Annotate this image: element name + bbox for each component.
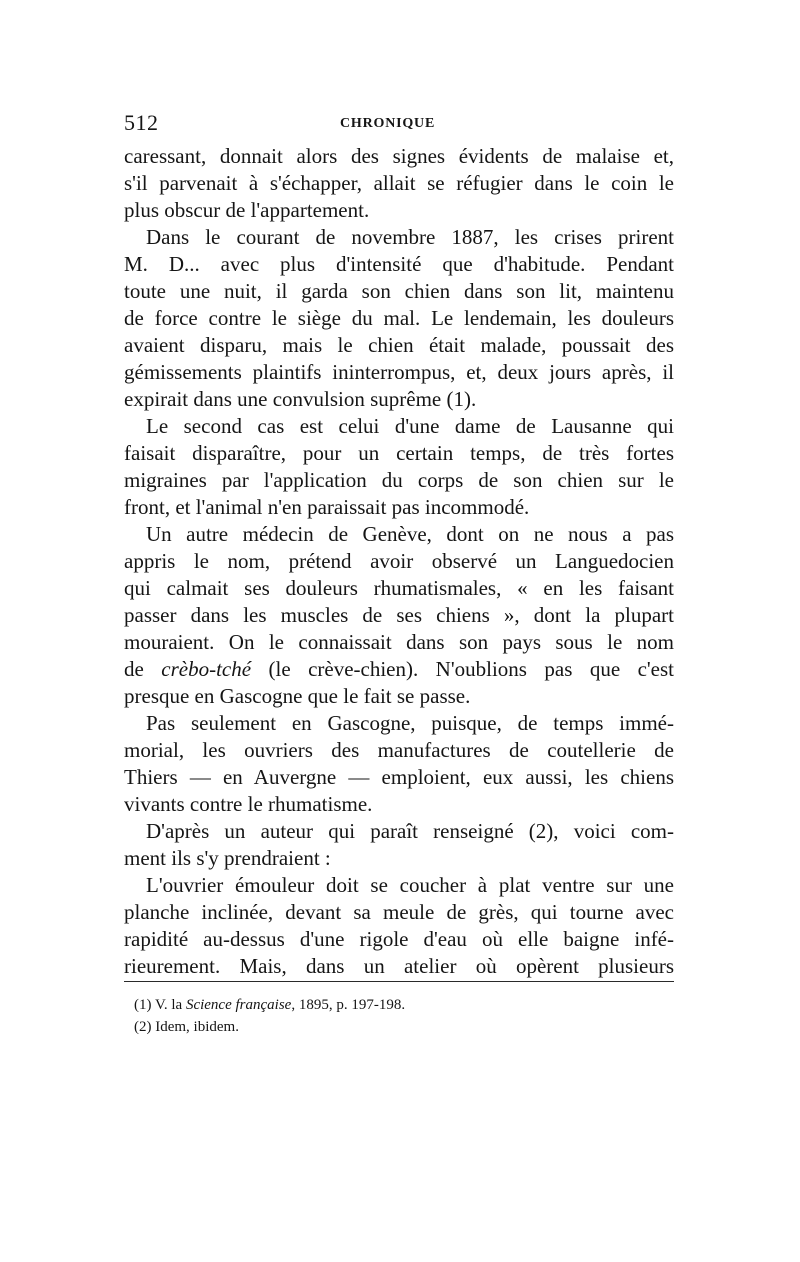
text-line-with-italic — [124, 656, 674, 683]
text-line: toute une nuit, il garda son chien dans son lit, maintenu — [124, 279, 674, 303]
text-line: Dans le courant de novembre 1887, les crises prirent — [146, 225, 674, 249]
page-header — [124, 110, 674, 138]
text-line: morial, les ouvriers des manufactures de coutellerie de — [124, 738, 674, 762]
footnote-italic-title: Science française — [185, 997, 292, 1013]
text-line: rapidité au-dessus d'une rigole d'eau où elle baigne infé- — [124, 927, 674, 951]
text-line: s'il parvenait à s'échapper, allait se réfugier dans le coin le — [124, 171, 674, 195]
text-line: D'après un auteur qui paraît renseigné (2), voici com- — [146, 819, 674, 843]
body-text — [124, 143, 674, 980]
text-line: front, et l'animal n'en paraissait pas incommodé. — [124, 495, 530, 519]
italic-term: crèbo-tché — [161, 657, 252, 681]
text-line: Pas seulement en Gascogne, puisque, de temps immé- — [146, 711, 674, 735]
text-line: passer dans les muscles de ses chiens », dont la plupart — [124, 603, 674, 627]
text-line: planche inclinée, devant sa meule de grès, qui tourne avec — [124, 900, 674, 924]
running-head: CHRONIQUE — [340, 116, 436, 131]
footnote-text: (1) V. la — [134, 997, 186, 1013]
text-line: de force contre le siège du mal. Le lendemain, les douleurs — [124, 306, 674, 330]
text-line: faisait disparaître, pour un certain temps, de très fortes — [124, 441, 674, 465]
text-line: gémissements plaintifs ininterrompus, et, deux jours après, il — [124, 360, 674, 384]
footnote-text: , 1895, p. 197-198. — [291, 997, 406, 1013]
text-line: plus obscur de l'appartement. — [124, 198, 370, 222]
text-line: avaient disparu, mais le chien était malade, poussait des — [124, 333, 674, 357]
text-segment: (le crève-chien). N'oublions pas que c'est — [251, 657, 675, 681]
text-line: Un autre médecin de Genève, dont on ne nous a pas — [146, 522, 674, 546]
text-line: caressant, donnait alors des signes évidents de malaise et, — [124, 144, 674, 168]
text-line: L'ouvrier émouleur doit se coucher à plat ventre sur une — [146, 873, 674, 897]
text-line: Thiers — en Auvergne — emploient, eux aussi, les chiens — [124, 765, 674, 789]
text-line: qui calmait ses douleurs rhumatismales, « en les faisant — [124, 576, 674, 600]
text-line: mouraient. On le connaissait dans son pays sous le nom — [124, 630, 674, 654]
page-number: 512 — [124, 110, 159, 135]
text-line: presque en Gascogne que le fait se passe. — [124, 684, 471, 708]
text-line: vivants contre le rhumatisme. — [124, 792, 373, 816]
text-line: Le second cas est celui d'une dame de Lausanne qui — [146, 414, 674, 438]
footnote-2: (2) Idem, ibidem. — [134, 1019, 239, 1035]
text-line: appris le nom, prétend avoir observé un Languedocien — [124, 549, 674, 573]
footnote-1 — [134, 994, 654, 1016]
text-line: ment ils s'y prendraient : — [124, 846, 331, 870]
text-line: M. D... avec plus d'intensité que d'habitude. Pendant — [124, 252, 674, 276]
footnote-rule — [124, 981, 674, 982]
footnotes — [134, 994, 654, 1038]
text-line: migraines par l'application du corps de son chien sur le — [124, 468, 674, 492]
text-segment: de — [124, 657, 162, 681]
text-line: rieurement. Mais, dans un atelier où opèrent plusieurs — [124, 954, 674, 978]
text-line: expirait dans une convulsion suprême (1). — [124, 387, 477, 411]
